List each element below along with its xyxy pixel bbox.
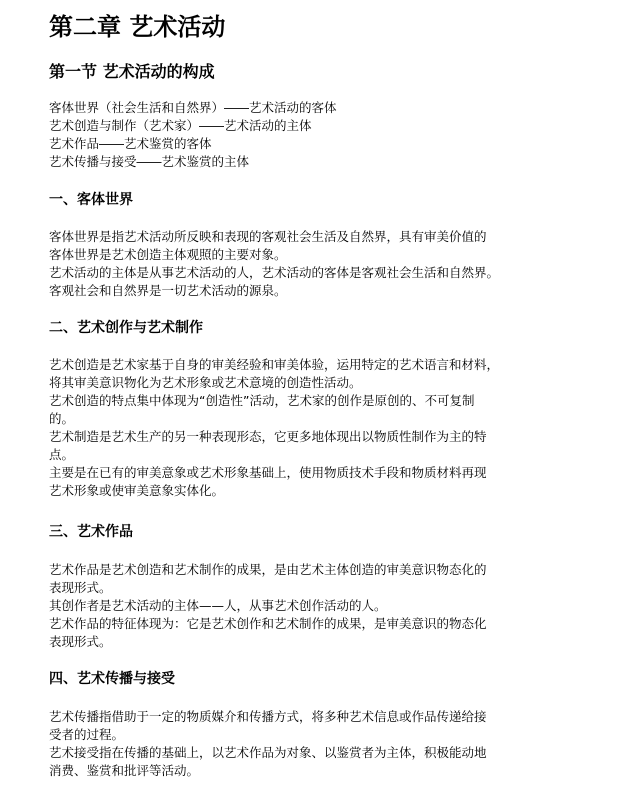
paragraph-line: 艺术创造的特点集中体现为“创造性”活动，艺术家的创作是原创的、不可复制: [49, 393, 475, 408]
paragraph-line: 客体世界是指艺术活动所反映和表现的客观社会生活及自然界，具有审美价值的: [49, 229, 487, 244]
paragraph-line: 客观社会和自然界是一切艺术活动的源泉。: [49, 283, 287, 298]
part-heading-art-creation: 二、艺术创作与艺术制作: [49, 320, 203, 336]
paragraph-line: 的。: [49, 411, 75, 426]
paragraph-line: 艺术制造是艺术生产的另一种表现形态，它更多地体现出以物质性制作为主的特: [49, 429, 487, 444]
intro-line: 艺术创造与制作（艺术家）――艺术活动的主体: [49, 118, 312, 133]
part-heading-object-world: 一、客体世界: [49, 192, 133, 208]
paragraph-line: 将其审美意识物化为艺术形象或艺术意境的创造性活动。: [49, 375, 362, 390]
paragraph-line: 艺术创造是艺术家基于自身的审美经验和审美体验，运用特定的艺术语言和材料，: [49, 357, 500, 372]
paragraph-line: 其创作者是艺术活动的主体——人，从事艺术创作活动的人。: [49, 598, 387, 613]
paragraph-line: 表现形式。: [49, 634, 112, 649]
part-heading-dissemination: 四、艺术传播与接受: [49, 671, 175, 687]
paragraph-line: 艺术活动的主体是从事艺术活动的人，艺术活动的客体是客观社会生活和自然界。: [49, 265, 500, 280]
intro-line: 艺术传播与接受――艺术鉴赏的主体: [49, 154, 250, 169]
paragraph-line: 点。: [49, 447, 75, 462]
intro-line: 客体世界（社会生活和自然界）――艺术活动的客体: [49, 100, 337, 115]
paragraph-line: 消费、鉴赏和批评等活动。: [49, 763, 200, 778]
chapter-title: 第二章 艺术活动: [49, 12, 226, 41]
paragraph-line: 主要是在已有的审美意象或艺术形象基础上，使用物质技术手段和物质材料再现: [49, 465, 487, 480]
paragraph-line: 艺术传播指借助于一定的物质媒介和传播方式，将多种艺术信息或作品传递给接: [49, 709, 487, 724]
paragraph-line: 艺术形象或使审美意象实体化。: [49, 483, 225, 498]
section-title: 第一节 艺术活动的构成: [49, 62, 215, 81]
intro-line: 艺术作品――艺术鉴赏的客体: [49, 136, 212, 151]
paragraph-line: 表现形式。: [49, 580, 112, 595]
paragraph-line: 艺术作品的特征体现为：它是艺术创作和艺术制作的成果，是审美意识的物态化: [49, 616, 487, 631]
paragraph-line: 客体世界是艺术创造主体观照的主要对象。: [49, 247, 287, 262]
part-heading-artwork: 三、艺术作品: [49, 524, 133, 540]
paragraph-line: 艺术作品是艺术创造和艺术制作的成果，是由艺术主体创造的审美意识物态化的: [49, 562, 487, 577]
paragraph-line: 受者的过程。: [49, 727, 125, 742]
paragraph-line: 艺术接受指在传播的基础上，以艺术作品为对象、以鉴赏者为主体，积极能动地: [49, 745, 487, 760]
